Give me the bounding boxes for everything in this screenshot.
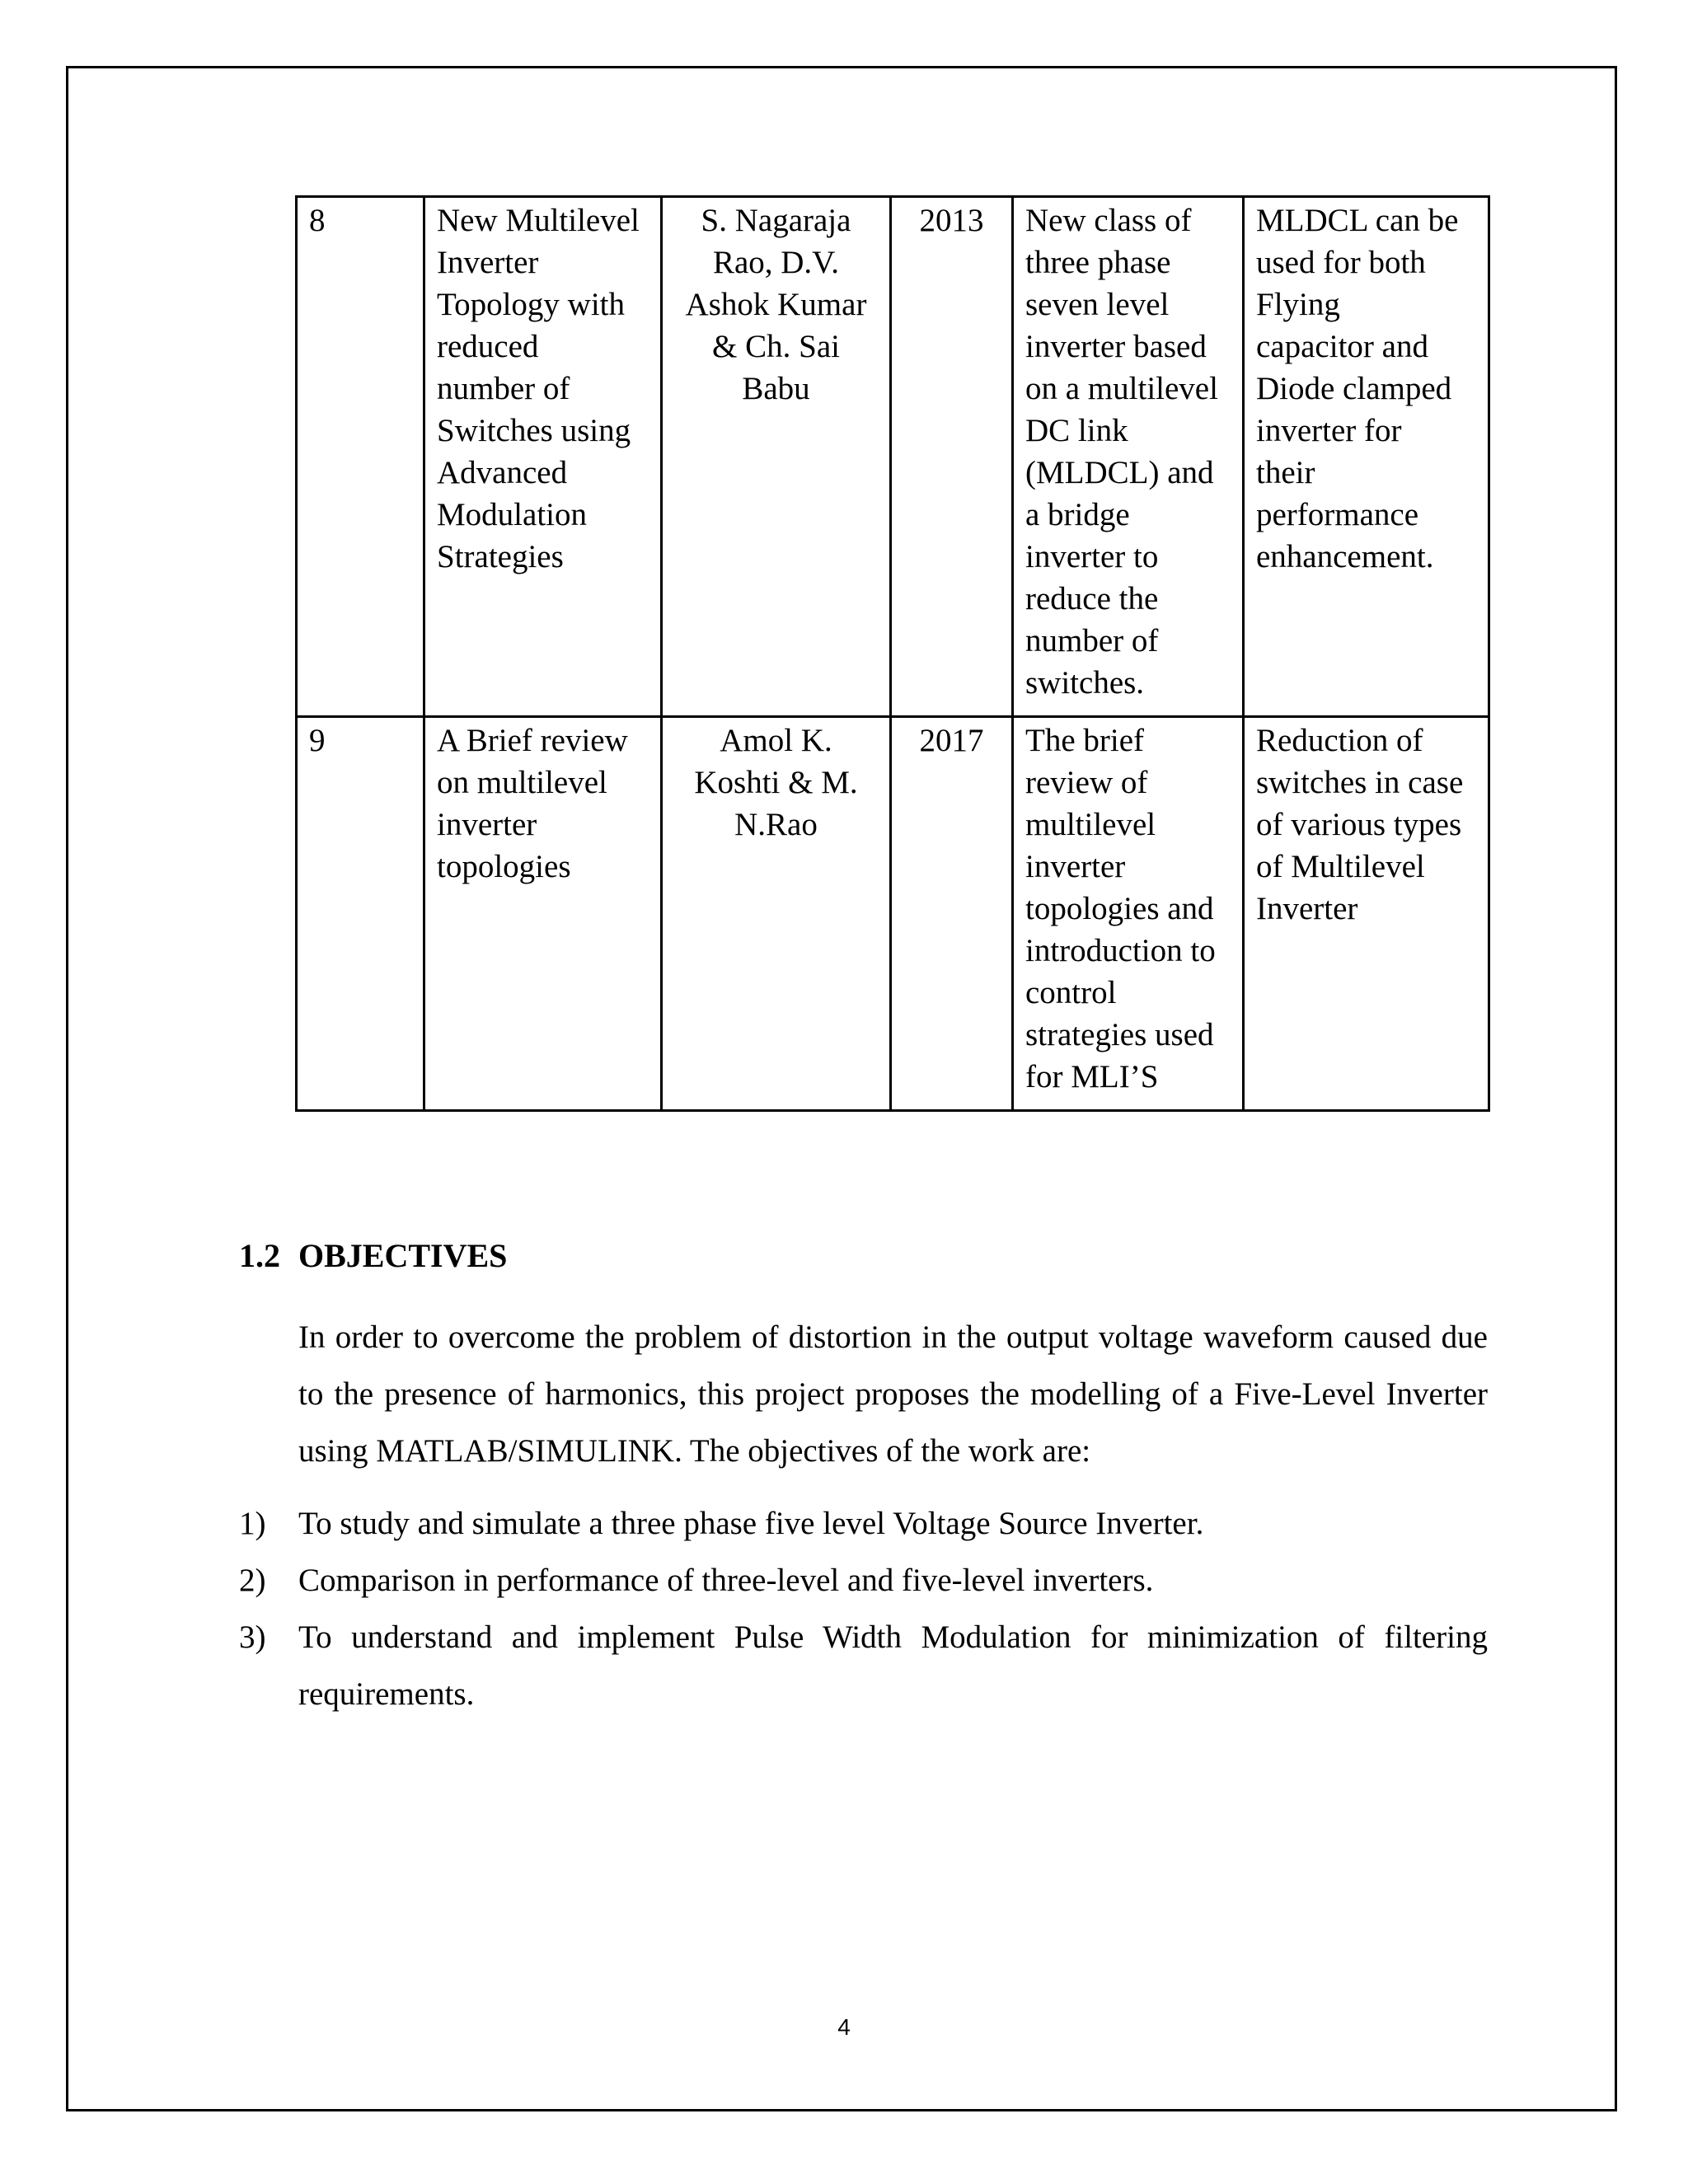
description-line: number of xyxy=(1025,623,1159,658)
section-title: OBJECTIVES xyxy=(298,1237,508,1274)
title-line: on multilevel xyxy=(437,765,607,800)
title-line: Topology with xyxy=(437,287,626,322)
objective-text: Comparison in performance of three-level and five-level inverters. xyxy=(298,1563,1154,1598)
title-cell xyxy=(424,197,662,717)
list-item xyxy=(239,1609,1488,1722)
description-line: inverter based xyxy=(1025,329,1207,364)
objectives-list xyxy=(239,1495,1488,1722)
list-marker: 2) xyxy=(239,1563,266,1598)
title-cell xyxy=(424,717,662,1111)
serial-number: 8 xyxy=(309,203,326,238)
title-line: number of xyxy=(437,371,570,406)
year: 2017 xyxy=(919,723,984,758)
description-line: New class of xyxy=(1025,203,1192,238)
title-line: Inverter xyxy=(437,245,539,280)
description-cell xyxy=(1013,197,1244,717)
authors-line: & Ch. Sai xyxy=(712,329,840,364)
title-line: topologies xyxy=(437,849,571,884)
table-row xyxy=(297,717,1489,1111)
description-line: inverter xyxy=(1025,849,1126,884)
title-line: inverter xyxy=(437,807,537,842)
outcome-line: capacitor and xyxy=(1256,329,1428,364)
outcome-cell xyxy=(1244,197,1489,717)
outcome-line: their xyxy=(1256,455,1315,490)
section-number: 1.2 xyxy=(239,1237,280,1274)
authors-line: N.Rao xyxy=(734,807,818,842)
title-line: A Brief review xyxy=(437,723,628,758)
outcome-line: Flying xyxy=(1256,287,1340,322)
outcome-cell xyxy=(1244,717,1489,1111)
description-line: reduce the xyxy=(1025,581,1159,616)
title-line: Switches using xyxy=(437,413,631,448)
literature-review-table xyxy=(295,195,1490,1112)
outcome-line: MLDCL can be xyxy=(1256,203,1459,238)
intro-paragraph: In order to overcome the problem of distortion in the output voltage waveform caused due to the presence of harmonics, this project proposes the modelling of a Five-Level Inverter using MATLAB/SIMULINK. The objectives of the work are: xyxy=(298,1319,1488,1469)
description-line: seven level xyxy=(1025,287,1170,322)
list-marker: 1) xyxy=(239,1506,266,1541)
authors-line: S. Nagaraja xyxy=(701,203,851,238)
description-line: inverter to xyxy=(1025,539,1159,574)
description-line: topologies and xyxy=(1025,891,1214,926)
list-item xyxy=(239,1495,1488,1552)
outcome-line: Diode clamped xyxy=(1256,371,1452,406)
title-line: Advanced xyxy=(437,455,568,490)
authors-line: Rao, D.V. xyxy=(712,245,840,280)
objective-text: To understand and implement Pulse Width Modulation for minimization of filtering requirements. xyxy=(298,1619,1488,1712)
authors-line: Koshti & M. xyxy=(694,765,858,800)
authors-line: Amol K. xyxy=(720,723,832,758)
description-line: (MLDCL) and xyxy=(1025,455,1214,490)
outcome-line: Reduction of xyxy=(1256,723,1423,758)
authors-line: Babu xyxy=(742,371,810,406)
description-line: multilevel xyxy=(1025,807,1156,842)
serial-number: 9 xyxy=(309,723,326,758)
outcome-line: Inverter xyxy=(1256,891,1358,926)
outcome-line: of various types xyxy=(1256,807,1462,842)
description-cell xyxy=(1013,717,1244,1111)
description-line: on a multilevel xyxy=(1025,371,1218,406)
authors-cell xyxy=(662,197,891,717)
objective-text: To study and simulate a three phase five level Voltage Source Inverter. xyxy=(298,1506,1204,1541)
authors-cell xyxy=(662,717,891,1111)
outcome-line: enhancement. xyxy=(1256,539,1434,574)
list-item xyxy=(239,1552,1488,1609)
outcome-line: inverter for xyxy=(1256,413,1402,448)
description-line: strategies used xyxy=(1025,1017,1214,1052)
year-cell xyxy=(891,717,1013,1111)
outcome-line: switches in case xyxy=(1256,765,1464,800)
description-line: DC link xyxy=(1025,413,1128,448)
description-line: switches. xyxy=(1025,665,1145,701)
description-line: introduction to xyxy=(1025,933,1216,968)
outcome-line: of Multilevel xyxy=(1256,849,1425,884)
description-line: for MLI’S xyxy=(1025,1059,1159,1094)
title-line: Modulation xyxy=(437,497,587,532)
outcome-line: performance xyxy=(1256,497,1419,532)
title-line: Strategies xyxy=(437,539,564,574)
serial-number-cell xyxy=(297,197,424,717)
year-cell xyxy=(891,197,1013,717)
title-line: New Multilevel xyxy=(437,203,640,238)
title-line: reduced xyxy=(437,329,539,364)
page-number: 4 xyxy=(837,2014,851,2040)
description-line: a bridge xyxy=(1025,497,1130,532)
description-line: The brief xyxy=(1025,723,1145,758)
description-line: control xyxy=(1025,975,1117,1010)
outcome-line: used for both xyxy=(1256,245,1426,280)
section-heading xyxy=(239,1236,507,1275)
list-marker: 3) xyxy=(239,1619,266,1655)
serial-number-cell xyxy=(297,717,424,1111)
description-line: review of xyxy=(1025,765,1148,800)
year: 2013 xyxy=(919,203,984,238)
description-line: three phase xyxy=(1025,245,1171,280)
authors-line: Ashok Kumar xyxy=(685,287,867,322)
table-row xyxy=(297,197,1489,717)
